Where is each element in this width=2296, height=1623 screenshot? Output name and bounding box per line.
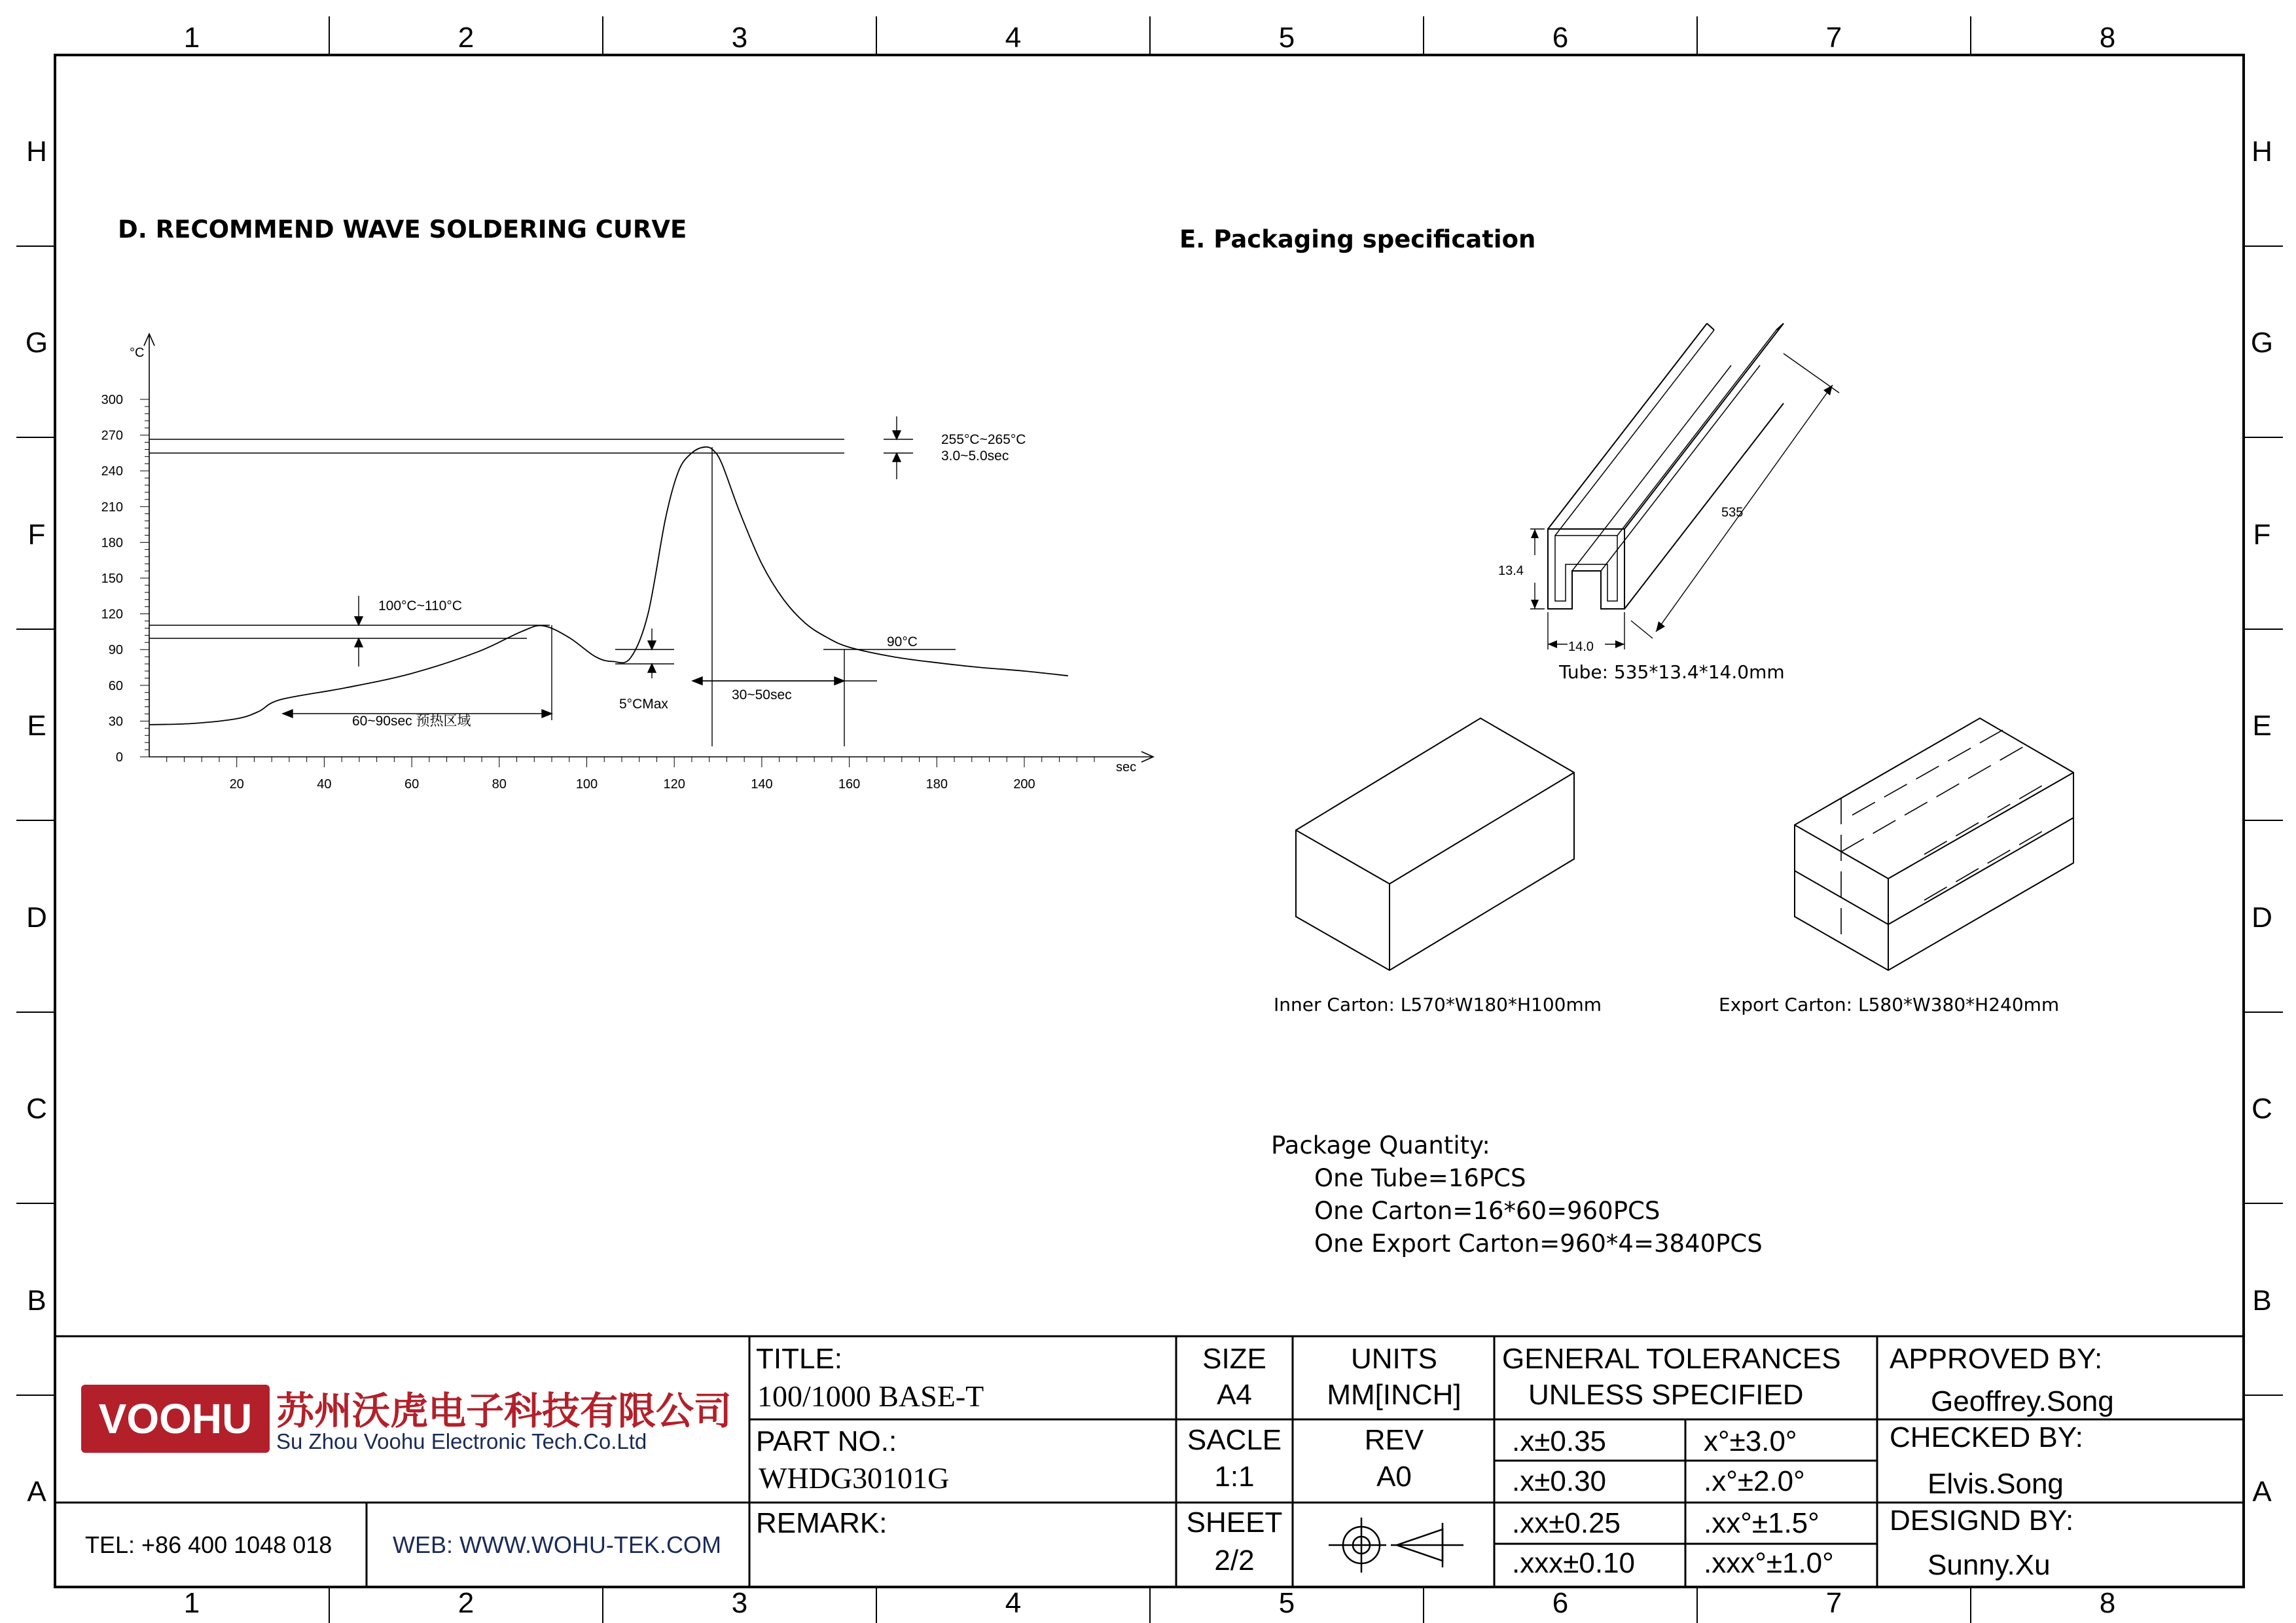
revision-value: A0 — [1376, 1461, 1412, 1493]
y-tick-label: 210 — [101, 500, 123, 515]
drawing-frame — [16, 16, 2283, 1623]
zone-column-label: 6 — [1552, 22, 1569, 54]
y-tick-labels — [101, 393, 123, 765]
telephone: TEL: +86 400 1048 018 — [85, 1531, 332, 1558]
units-label: UNITS — [1351, 1343, 1437, 1375]
zone-row-label: A — [27, 1476, 46, 1508]
peak-time-label: 3.0~5.0sec — [941, 448, 1009, 464]
logo-text: VOOHU — [98, 1395, 253, 1442]
zone-row-label: B — [2252, 1285, 2272, 1317]
dimension-arrows — [283, 416, 913, 718]
y-tick-label: 150 — [101, 572, 123, 586]
cool-label: 90°C — [887, 634, 918, 649]
zone-column-label: 7 — [1825, 1587, 1842, 1619]
package-quantity-line: One Carton=16*60=960PCS — [1314, 1197, 1660, 1225]
package-quantity-line: One Tube=16PCS — [1314, 1164, 1526, 1192]
scale-value: 1:1 — [1214, 1461, 1255, 1493]
preheat-time-label: 60~90sec 预热区域 — [352, 714, 471, 729]
zone-row-label: E — [27, 710, 46, 742]
zone-column-label: 5 — [1278, 1587, 1295, 1619]
x-tick-labels — [230, 777, 1035, 792]
zone-column-label: 3 — [731, 1587, 748, 1619]
zone-column-label: 2 — [457, 1587, 475, 1619]
zone-column-label: 1 — [183, 1587, 200, 1619]
x-unit-label: sec — [1116, 760, 1137, 775]
zone-column-label: 1 — [183, 22, 200, 54]
linear-tolerance: .x±0.35 — [1512, 1425, 1607, 1457]
tube-dimension-arrowheads — [1531, 385, 1833, 648]
x-tick-label: 80 — [492, 777, 507, 792]
designed-value: Sunny.Xu — [1928, 1549, 2051, 1581]
part-number-value: WHDG30101G — [759, 1461, 950, 1495]
y-tick-label: 30 — [108, 714, 123, 729]
x-tick-label: 200 — [1013, 777, 1035, 792]
zone-row-label: G — [2250, 327, 2274, 359]
zone-row-label: D — [2251, 902, 2272, 934]
inner-carton-drawing — [1296, 718, 1574, 970]
zone-column-label: 7 — [1825, 22, 1842, 54]
chart-reference-lines — [149, 439, 956, 746]
y-tick-label: 240 — [101, 464, 123, 479]
company-name-cn: 苏州沃虎电子科技有限公司 — [276, 1389, 732, 1433]
tube-drawing — [1530, 323, 1839, 649]
scale-label: SACLE — [1187, 1424, 1282, 1456]
tube-width-label: 14.0 — [1568, 640, 1594, 654]
angular-tolerance: .xxx°±1.0° — [1704, 1547, 1834, 1579]
dwell-label: 30~50sec — [732, 687, 792, 702]
preheat-temp-label: 100°C~110°C — [378, 598, 462, 613]
x-tick-label: 120 — [663, 777, 685, 792]
zone-column-label: 4 — [1005, 1587, 1022, 1619]
zone-row-label: A — [2252, 1476, 2272, 1508]
zone-row-label: B — [27, 1285, 46, 1317]
title-label: TITLE: — [756, 1343, 843, 1375]
package-quantity — [1271, 1131, 1763, 1258]
zone-column-label: 3 — [731, 22, 748, 54]
y-tick-label: 120 — [101, 607, 123, 622]
sheet-label: SHEET — [1186, 1506, 1283, 1539]
company-name-en: Su Zhou Voohu Electronic Tech.Co.Ltd — [276, 1429, 647, 1453]
x-tick-label: 100 — [575, 777, 598, 792]
tube-cross-section — [1548, 529, 1624, 609]
peak-temp-label: 255°C~265°C — [941, 432, 1026, 447]
x-tick-label: 20 — [229, 777, 244, 792]
checked-label: CHECKED BY: — [1890, 1421, 2083, 1453]
linear-tolerance: .xxx±0.10 — [1512, 1547, 1636, 1579]
inner-carton-caption: Inner Carton: L570*W180*H100mm — [1274, 994, 1602, 1015]
linear-tolerance: .x±0.30 — [1512, 1465, 1607, 1497]
zone-column-label: 4 — [1005, 22, 1022, 54]
zone-row-labels-left — [26, 136, 48, 1508]
zone-row-label: D — [26, 902, 47, 934]
tube-height-label: 13.4 — [1498, 564, 1524, 578]
approved-label: APPROVED BY: — [1890, 1343, 2103, 1375]
y-tick-label: 300 — [101, 393, 123, 407]
soldering-curve-chart — [101, 334, 1153, 792]
section-e-title: E. Packaging specification — [1179, 225, 1536, 253]
angular-tolerance: .x°±2.0° — [1704, 1465, 1805, 1497]
soldering-curve-line — [149, 447, 1068, 725]
angular-tolerance: .xx°±1.5° — [1704, 1507, 1820, 1539]
y-minor-ticks — [140, 399, 149, 757]
zone-row-label: F — [27, 519, 46, 551]
tolerance-title: GENERAL TOLERANCES — [1502, 1343, 1841, 1375]
dip-label: 5°CMax — [619, 697, 668, 712]
zone-column-label: 8 — [2099, 22, 2116, 54]
zone-column-label: 5 — [1278, 22, 1295, 54]
y-unit-label: °C — [130, 346, 145, 360]
linear-tolerance: .xx±0.25 — [1512, 1507, 1621, 1539]
y-tick-label: 0 — [115, 750, 123, 765]
revision-label: REV — [1364, 1424, 1424, 1456]
export-carton-caption: Export Carton: L580*W380*H240mm — [1719, 994, 2060, 1015]
zone-row-labels-right — [2251, 136, 2273, 1508]
x-tick-label: 140 — [751, 777, 773, 792]
zone-row-label: C — [2251, 1093, 2272, 1125]
title-value: 100/1000 BASE-T — [757, 1379, 984, 1413]
size-value: A4 — [1217, 1379, 1252, 1411]
size-label: SIZE — [1202, 1343, 1266, 1375]
units-value: MM[INCH] — [1327, 1379, 1462, 1411]
y-tick-label: 90 — [108, 643, 123, 658]
y-tick-label: 270 — [101, 428, 123, 443]
zone-row-label: F — [2253, 519, 2271, 551]
y-tick-label: 180 — [101, 536, 123, 551]
zone-row-label: H — [26, 136, 47, 168]
website-link[interactable]: WEB: WWW.WOHU-TEK.COM — [393, 1531, 721, 1558]
x-tick-label: 180 — [925, 777, 948, 792]
part-number-label: PART NO.: — [756, 1425, 897, 1457]
zone-column-label: 8 — [2099, 1587, 2116, 1619]
zone-row-label: G — [25, 327, 48, 359]
designed-label: DESIGND BY: — [1890, 1504, 2074, 1537]
zone-column-label: 2 — [457, 22, 475, 54]
zone-column-label: 6 — [1552, 1587, 1569, 1619]
zone-row-label: C — [26, 1093, 47, 1125]
section-d-title: D. RECOMMEND WAVE SOLDERING CURVE — [118, 215, 687, 244]
approved-value: Geoffrey.Song — [1931, 1385, 2114, 1417]
zone-row-label: H — [2251, 136, 2272, 168]
sheet-value: 2/2 — [1214, 1544, 1255, 1577]
company-logo — [81, 1385, 270, 1453]
tube-length-label: 535 — [1721, 505, 1744, 520]
tube-edge — [1548, 323, 1707, 529]
y-tick-label: 60 — [108, 678, 123, 693]
zone-row-label: E — [2252, 710, 2272, 742]
tube-caption: Tube: 535*13.4*14.0mm — [1559, 661, 1785, 683]
remark-label: REMARK: — [756, 1507, 888, 1539]
checked-value: Elvis.Song — [1928, 1468, 2064, 1500]
package-quantity-heading: Package Quantity: — [1271, 1131, 1490, 1159]
export-carton-drawing — [1795, 718, 2073, 970]
x-tick-label: 40 — [317, 777, 332, 792]
tolerance-subtitle: UNLESS SPECIFIED — [1528, 1379, 1804, 1411]
x-tick-label: 60 — [404, 777, 420, 792]
x-tick-label: 160 — [838, 777, 861, 792]
package-quantity-line: One Export Carton=960*4=3840PCS — [1314, 1230, 1763, 1258]
projection-symbol-icon — [1329, 1518, 1463, 1573]
angular-tolerance: x°±3.0° — [1704, 1425, 1797, 1457]
x-minor-ticks — [167, 757, 1094, 767]
